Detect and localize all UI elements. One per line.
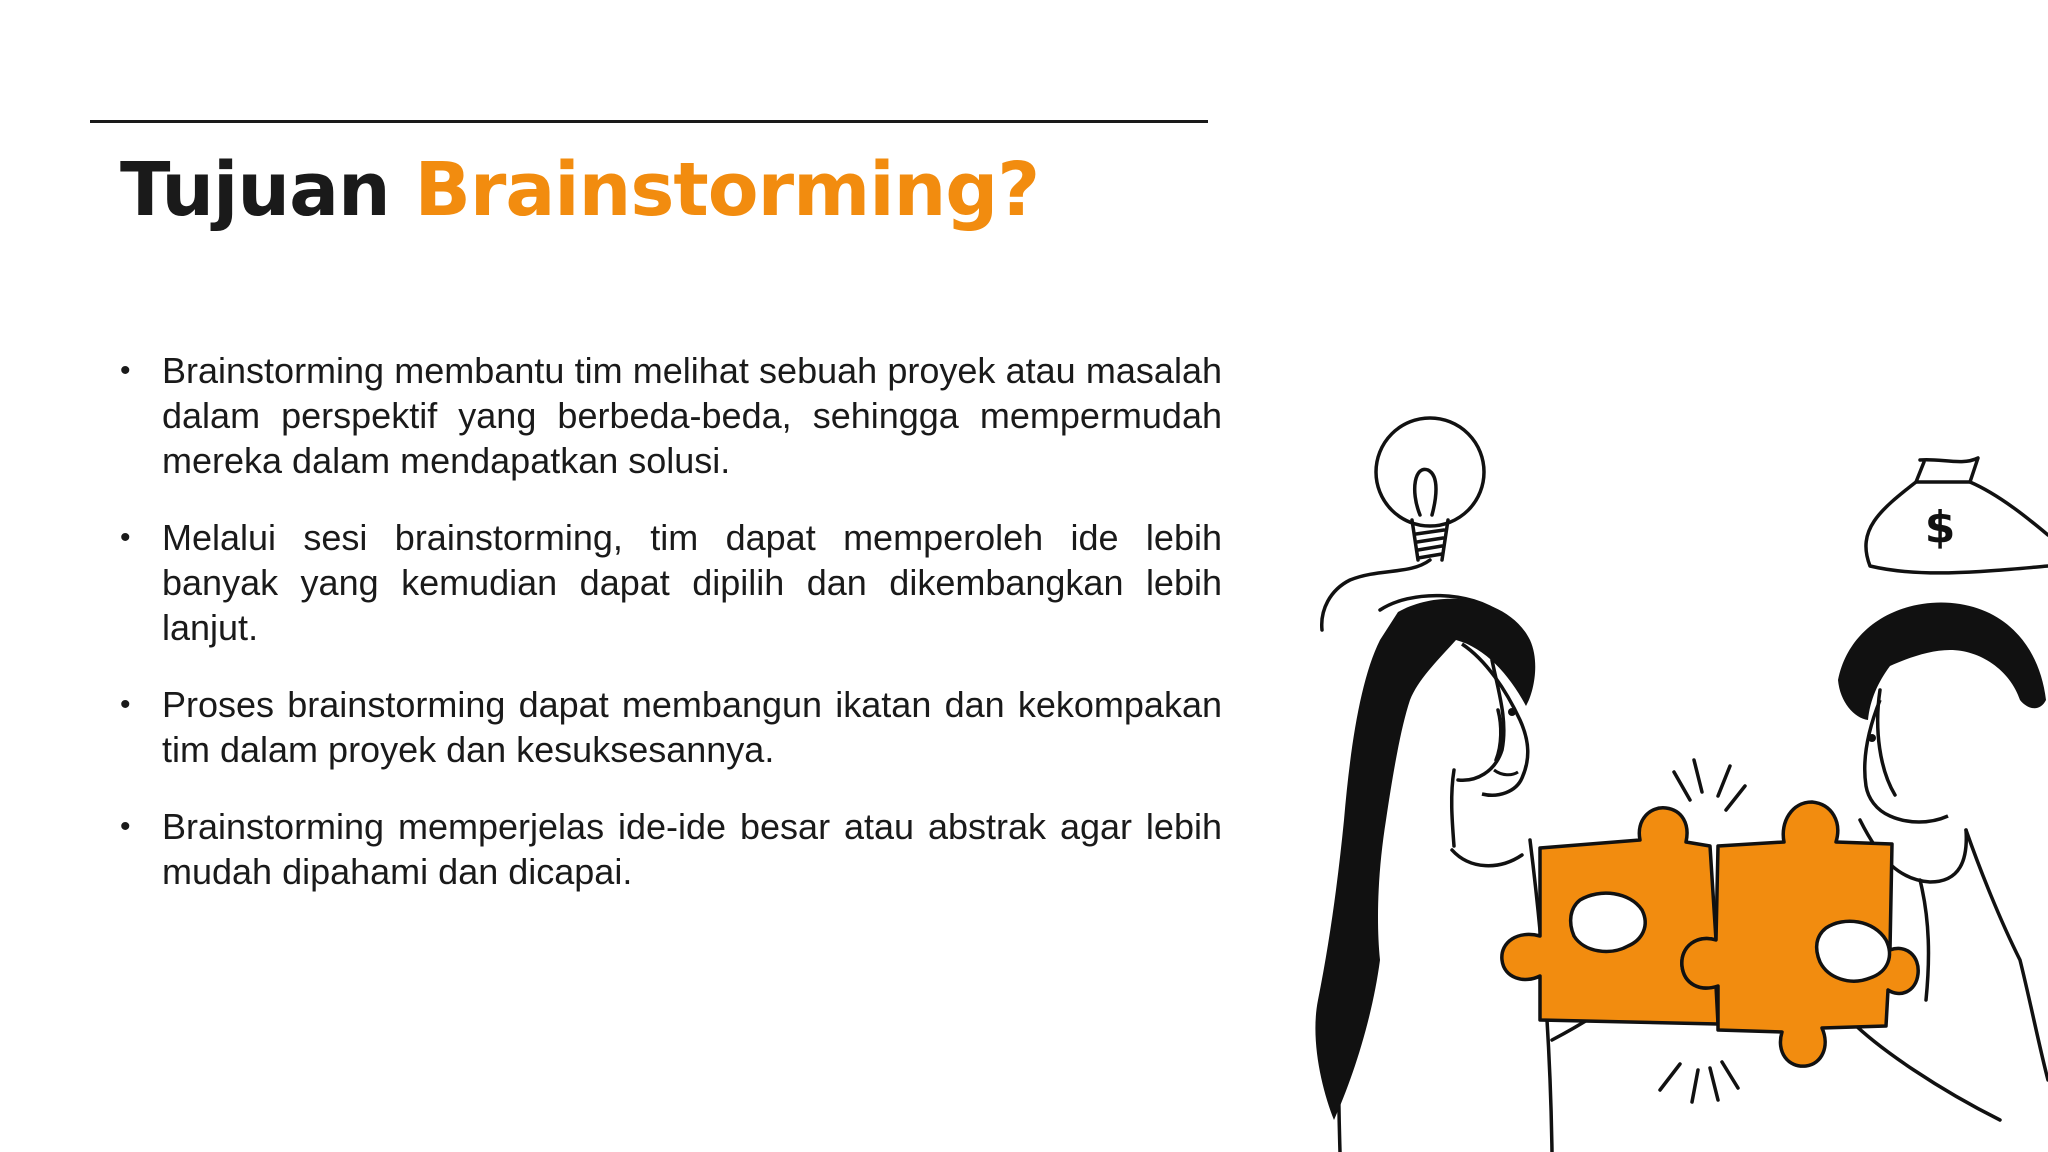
bullet-marker: • [120, 688, 131, 721]
bullet-text: Brainstorming memperjelas ide-ide besar atau abstrak agar lebih mudah dipahami dan dicapai. [162, 806, 1222, 892]
title-part-2: Brainstorming? [414, 147, 1040, 233]
bullet-marker: • [120, 521, 131, 554]
bullet-text: Melalui sesi brainstorming, tim dapat memperoleh ide lebih banyak yang kemudian dapat dipilih dan dikembangkan lebih lanjut. [162, 517, 1222, 648]
bullet-item [120, 515, 1222, 650]
bullet-marker: • [120, 354, 131, 387]
woman-eye [1508, 708, 1516, 716]
teamwork-puzzle-illustration [1240, 400, 2048, 1152]
bullet-list [120, 348, 1222, 926]
bullet-text: Brainstorming membantu tim melihat sebuah proyek atau masalah dalam perspektif yang berbeda-beda, sehingga mempermudah mereka dalam mendapatkan solusi. [162, 350, 1222, 481]
title-part-1: Tujuan [120, 147, 390, 233]
bullet-item [120, 682, 1222, 772]
man-eye [1868, 734, 1876, 742]
money-symbol: $ [1924, 502, 1956, 553]
woman-mouth [1494, 770, 1518, 775]
bullet-item [120, 348, 1222, 483]
top-divider [90, 120, 1208, 123]
slide-title [120, 147, 1040, 233]
money-bag-icon [1866, 458, 2048, 573]
bullet-item [120, 804, 1222, 894]
bullet-text: Proses brainstorming dapat membangun ikatan dan kekompakan tim dalam proyek dan kesuksesannya. [162, 684, 1222, 770]
woman-hair [1315, 599, 1535, 1120]
bullet-marker: • [120, 810, 131, 843]
man-hair [1838, 603, 2046, 720]
